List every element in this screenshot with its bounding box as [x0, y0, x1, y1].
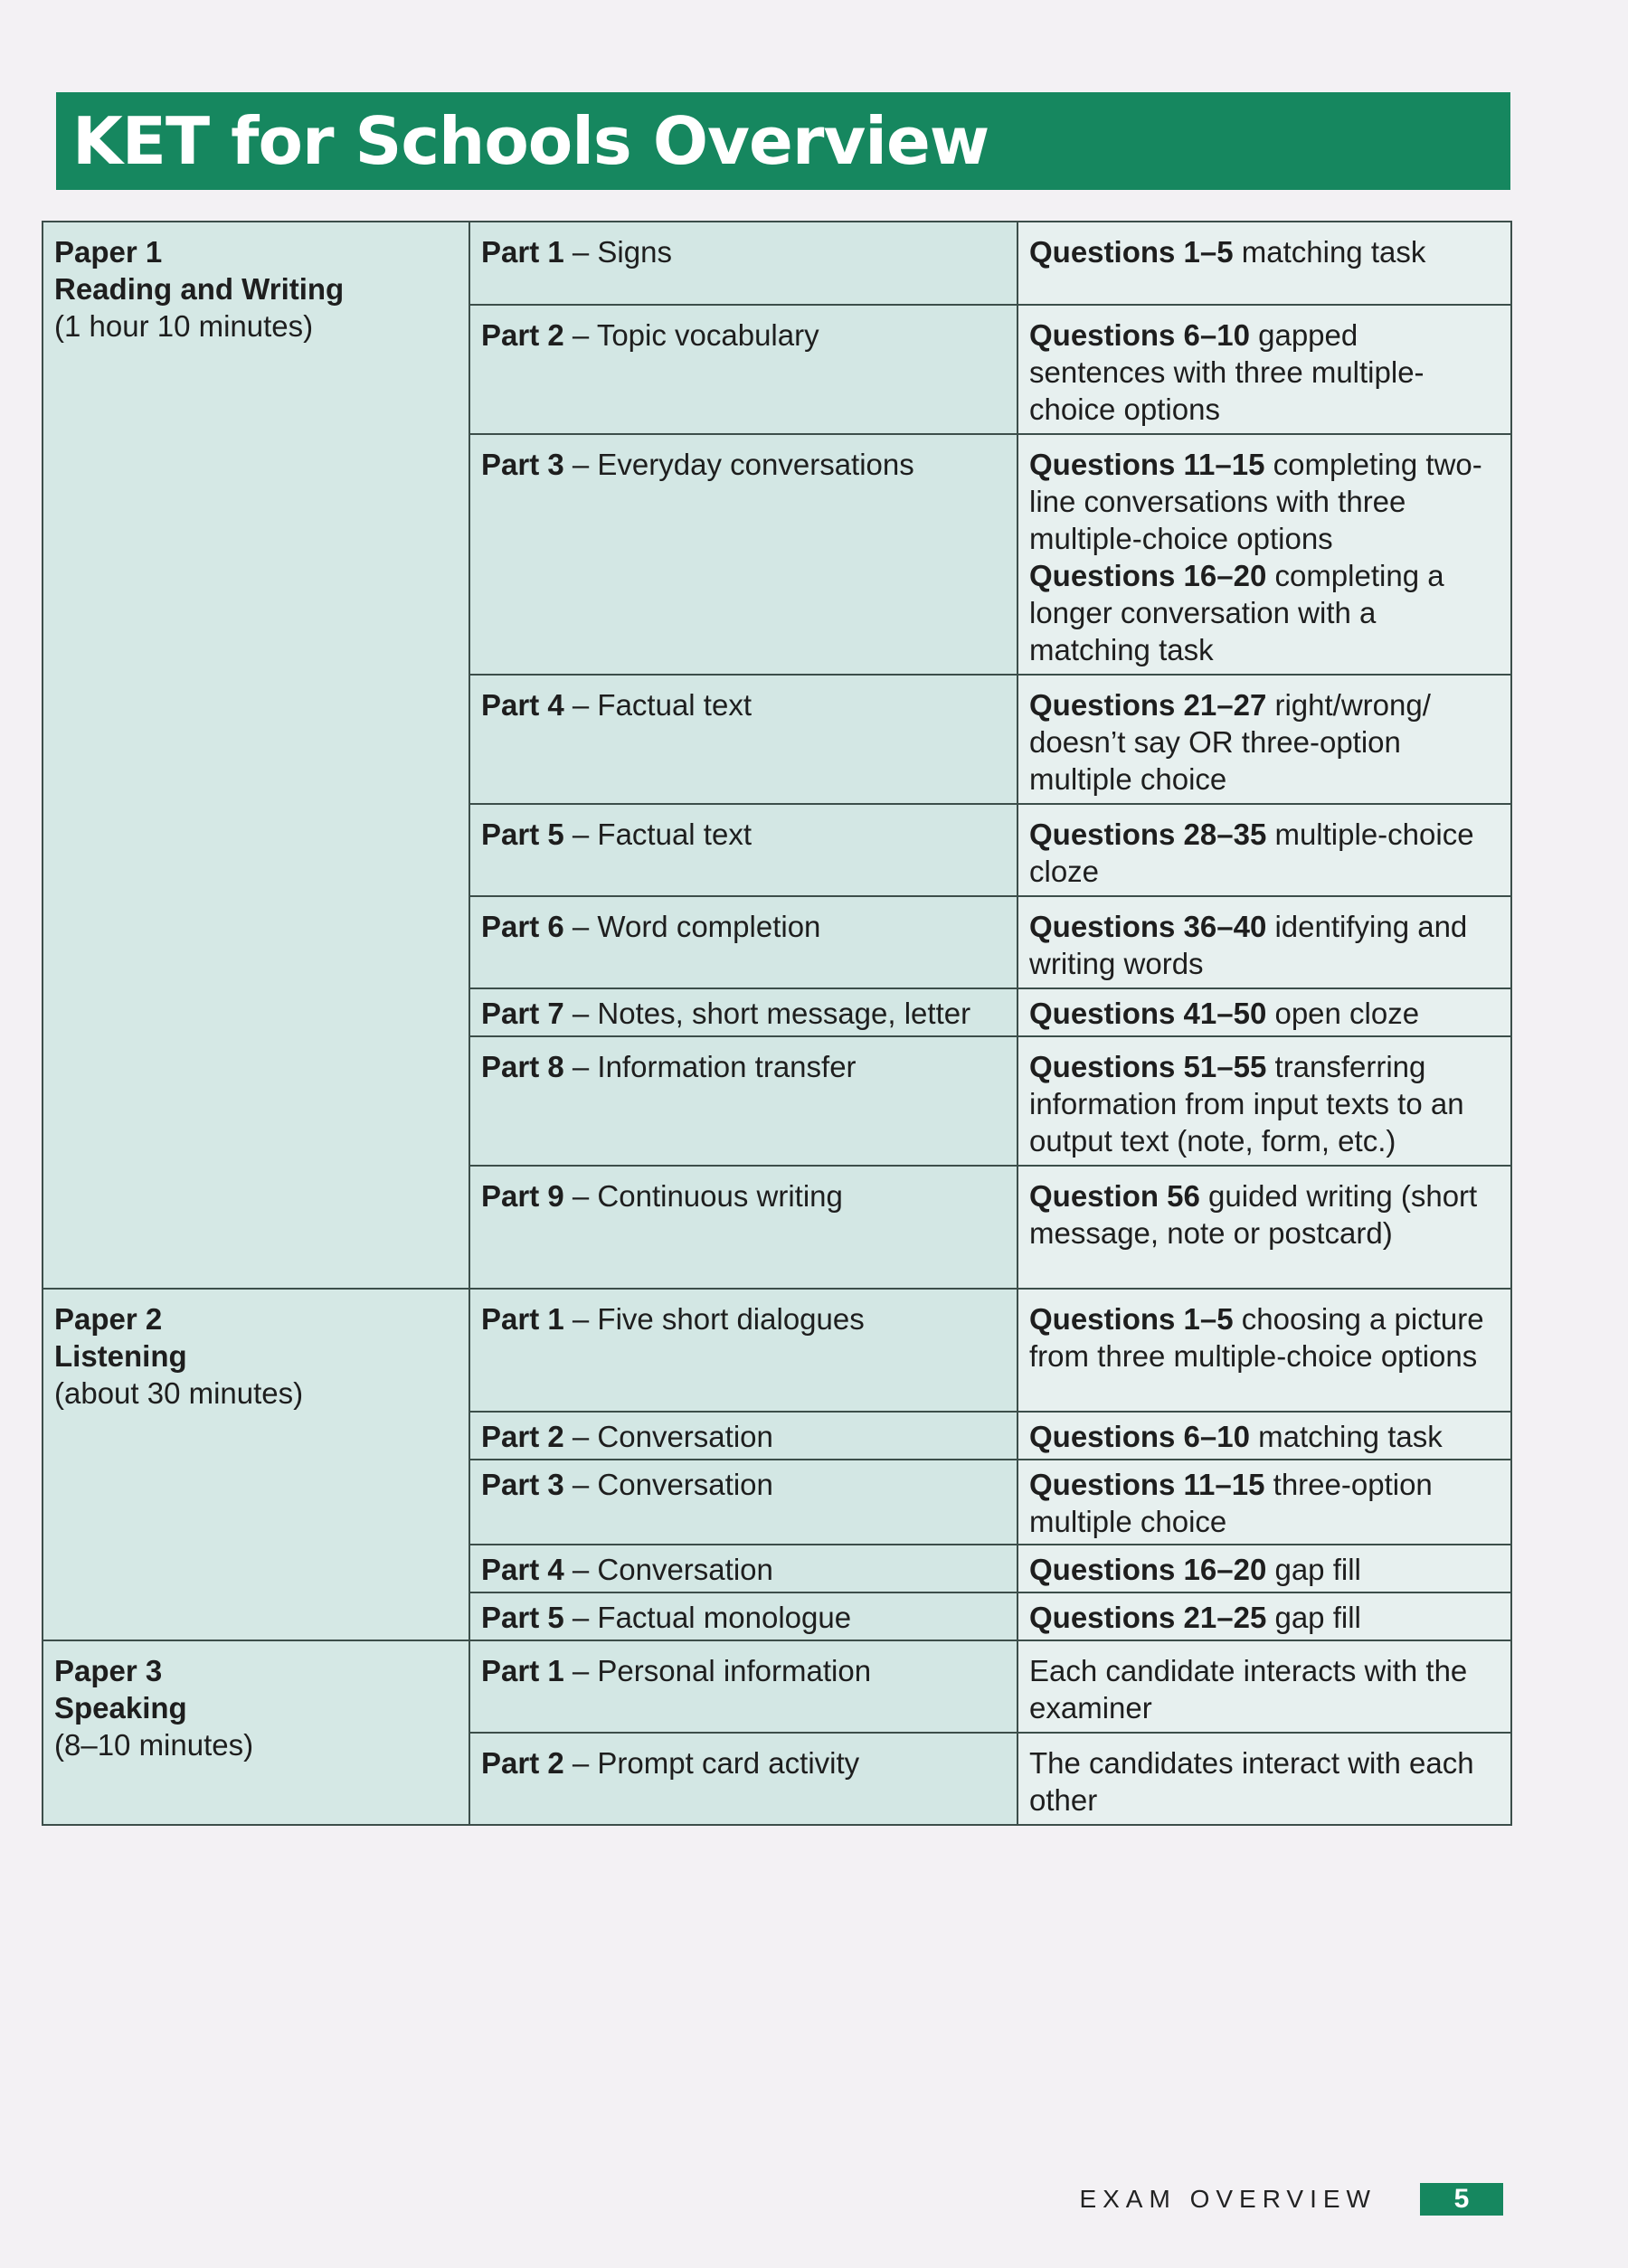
part-label: Part 4	[481, 1553, 564, 1586]
part-cell	[469, 804, 1018, 896]
task-description: gap fill	[1266, 1553, 1361, 1586]
part-label: Part 2	[481, 318, 564, 352]
question-range: Questions 6–10	[1029, 318, 1250, 352]
part-description: – Factual monologue	[572, 1601, 852, 1634]
task-description: completing a longer conversation with a matching task	[1029, 559, 1444, 666]
part-cell	[469, 1733, 1018, 1825]
part-label: Part 1	[481, 1302, 564, 1336]
paper-name: Reading and Writing	[54, 272, 345, 306]
task-description: completing two-line conversations with three multiple-choice options	[1029, 448, 1482, 555]
part-cell	[469, 896, 1018, 988]
question-range: Questions 6–10	[1029, 1420, 1250, 1453]
task-description: guided writing (short message, note or postcard)	[1029, 1179, 1478, 1250]
part-cell	[469, 988, 1018, 1036]
page-footer	[1079, 2183, 1503, 2216]
task-cell	[1018, 896, 1511, 988]
task-description: identifying and writing words	[1029, 910, 1468, 980]
paper-cell	[43, 1289, 469, 1640]
question-range: Questions 51–55	[1029, 1050, 1267, 1083]
part-label: Part 2	[481, 1746, 564, 1780]
part-cell	[469, 305, 1018, 434]
task-description: choosing a picture from three multiple-choice options	[1029, 1302, 1484, 1373]
part-cell	[469, 434, 1018, 675]
part-label: Part 1	[481, 1654, 564, 1687]
part-description: – Factual text	[572, 817, 752, 851]
paper-duration: (1 hour 10 minutes)	[54, 309, 314, 343]
part-description: – Factual text	[572, 688, 752, 722]
paper-cell	[43, 1640, 469, 1825]
question-range: Questions 16–20	[1029, 1553, 1267, 1586]
part-label: Part 5	[481, 817, 564, 851]
part-description: – Signs	[572, 235, 672, 269]
question-range: Questions 1–5	[1029, 1302, 1234, 1336]
task-cell	[1018, 1640, 1511, 1733]
question-range: Questions 16–20	[1029, 559, 1267, 592]
part-description: – Five short dialogues	[572, 1302, 865, 1336]
task-cell	[1018, 988, 1511, 1036]
part-label: Part 7	[481, 997, 564, 1030]
paper-number: Paper 2	[54, 1302, 163, 1336]
task-description: Each candidate interacts with the examiner	[1029, 1654, 1468, 1725]
task-cell	[1018, 1460, 1511, 1545]
part-description: – Topic vocabulary	[572, 318, 819, 352]
part-cell	[469, 1036, 1018, 1166]
part-cell	[469, 1289, 1018, 1412]
paper-cell	[43, 222, 469, 1289]
table-row	[43, 1640, 1511, 1733]
part-cell	[469, 1545, 1018, 1592]
task-description: transferring information from input texts to an output text (note, form, etc.)	[1029, 1050, 1464, 1158]
part-description: – Personal information	[572, 1654, 872, 1687]
task-cell	[1018, 1036, 1511, 1166]
paper-number: Paper 1	[54, 235, 163, 269]
part-cell	[469, 675, 1018, 804]
table-row	[43, 222, 1511, 305]
task-cell	[1018, 1412, 1511, 1460]
part-label: Part 2	[481, 1420, 564, 1453]
task-cell	[1018, 1592, 1511, 1640]
question-range: Questions 21–25	[1029, 1601, 1267, 1634]
part-cell	[469, 1460, 1018, 1545]
task-description: right/wrong/ doesn’t say OR three-option multiple choice	[1029, 688, 1431, 796]
part-label: Part 9	[481, 1179, 564, 1213]
question-range: Questions 11–15	[1029, 448, 1265, 481]
task-cell	[1018, 434, 1511, 675]
page-title: KET for Schools Overview	[72, 103, 989, 179]
question-range: Questions 41–50	[1029, 997, 1267, 1030]
page-number: 5	[1420, 2183, 1503, 2216]
task-cell	[1018, 675, 1511, 804]
question-range: Questions 21–27	[1029, 688, 1267, 722]
part-description: – Conversation	[572, 1468, 773, 1501]
part-cell	[469, 1166, 1018, 1289]
title-banner	[56, 92, 1510, 190]
part-label: Part 3	[481, 448, 564, 481]
task-description: open cloze	[1266, 997, 1420, 1030]
paper-name: Speaking	[54, 1691, 187, 1725]
task-description: multiple-choice cloze	[1029, 817, 1474, 888]
part-label: Part 5	[481, 1601, 564, 1634]
question-range: Questions 11–15	[1029, 1468, 1265, 1501]
part-description: – Conversation	[572, 1420, 773, 1453]
task-cell	[1018, 1166, 1511, 1289]
table-row	[43, 1289, 1511, 1412]
task-cell	[1018, 222, 1511, 305]
part-description: – Information transfer	[572, 1050, 857, 1083]
part-label: Part 6	[481, 910, 564, 943]
part-description: – Word completion	[572, 910, 821, 943]
paper-duration: (about 30 minutes)	[54, 1376, 304, 1410]
section-label: EXAM OVERVIEW	[1079, 2185, 1377, 2213]
task-cell	[1018, 1733, 1511, 1825]
overview-table	[42, 221, 1512, 1826]
task-cell	[1018, 804, 1511, 896]
task-description: matching task	[1249, 1420, 1443, 1453]
question-range: Questions 1–5	[1029, 235, 1234, 269]
task-description: three-option multiple choice	[1029, 1468, 1433, 1538]
task-description: The candidates interact with each other	[1029, 1746, 1474, 1817]
part-description: – Prompt card activity	[572, 1746, 860, 1780]
part-description: – Conversation	[572, 1553, 773, 1586]
part-description: – Notes, short message, letter	[572, 997, 971, 1030]
task-cell	[1018, 1545, 1511, 1592]
part-cell	[469, 1412, 1018, 1460]
part-label: Part 8	[481, 1050, 564, 1083]
part-cell	[469, 1640, 1018, 1733]
part-label: Part 4	[481, 688, 564, 722]
task-description: gapped sentences with three multiple-choice options	[1029, 318, 1424, 426]
part-description: – Continuous writing	[572, 1179, 843, 1213]
question-range: Questions 36–40	[1029, 910, 1267, 943]
part-cell	[469, 1592, 1018, 1640]
paper-name: Listening	[54, 1339, 187, 1373]
paper-duration: (8–10 minutes)	[54, 1728, 254, 1762]
part-label: Part 3	[481, 1468, 564, 1501]
task-cell	[1018, 305, 1511, 434]
task-description: gap fill	[1266, 1601, 1361, 1634]
part-description: – Everyday conversations	[572, 448, 914, 481]
part-cell	[469, 222, 1018, 305]
paper-number: Paper 3	[54, 1654, 163, 1687]
question-range: Questions 28–35	[1029, 817, 1267, 851]
task-cell	[1018, 1289, 1511, 1412]
part-label: Part 1	[481, 235, 564, 269]
task-description: matching task	[1233, 235, 1426, 269]
question-range: Question 56	[1029, 1179, 1200, 1213]
